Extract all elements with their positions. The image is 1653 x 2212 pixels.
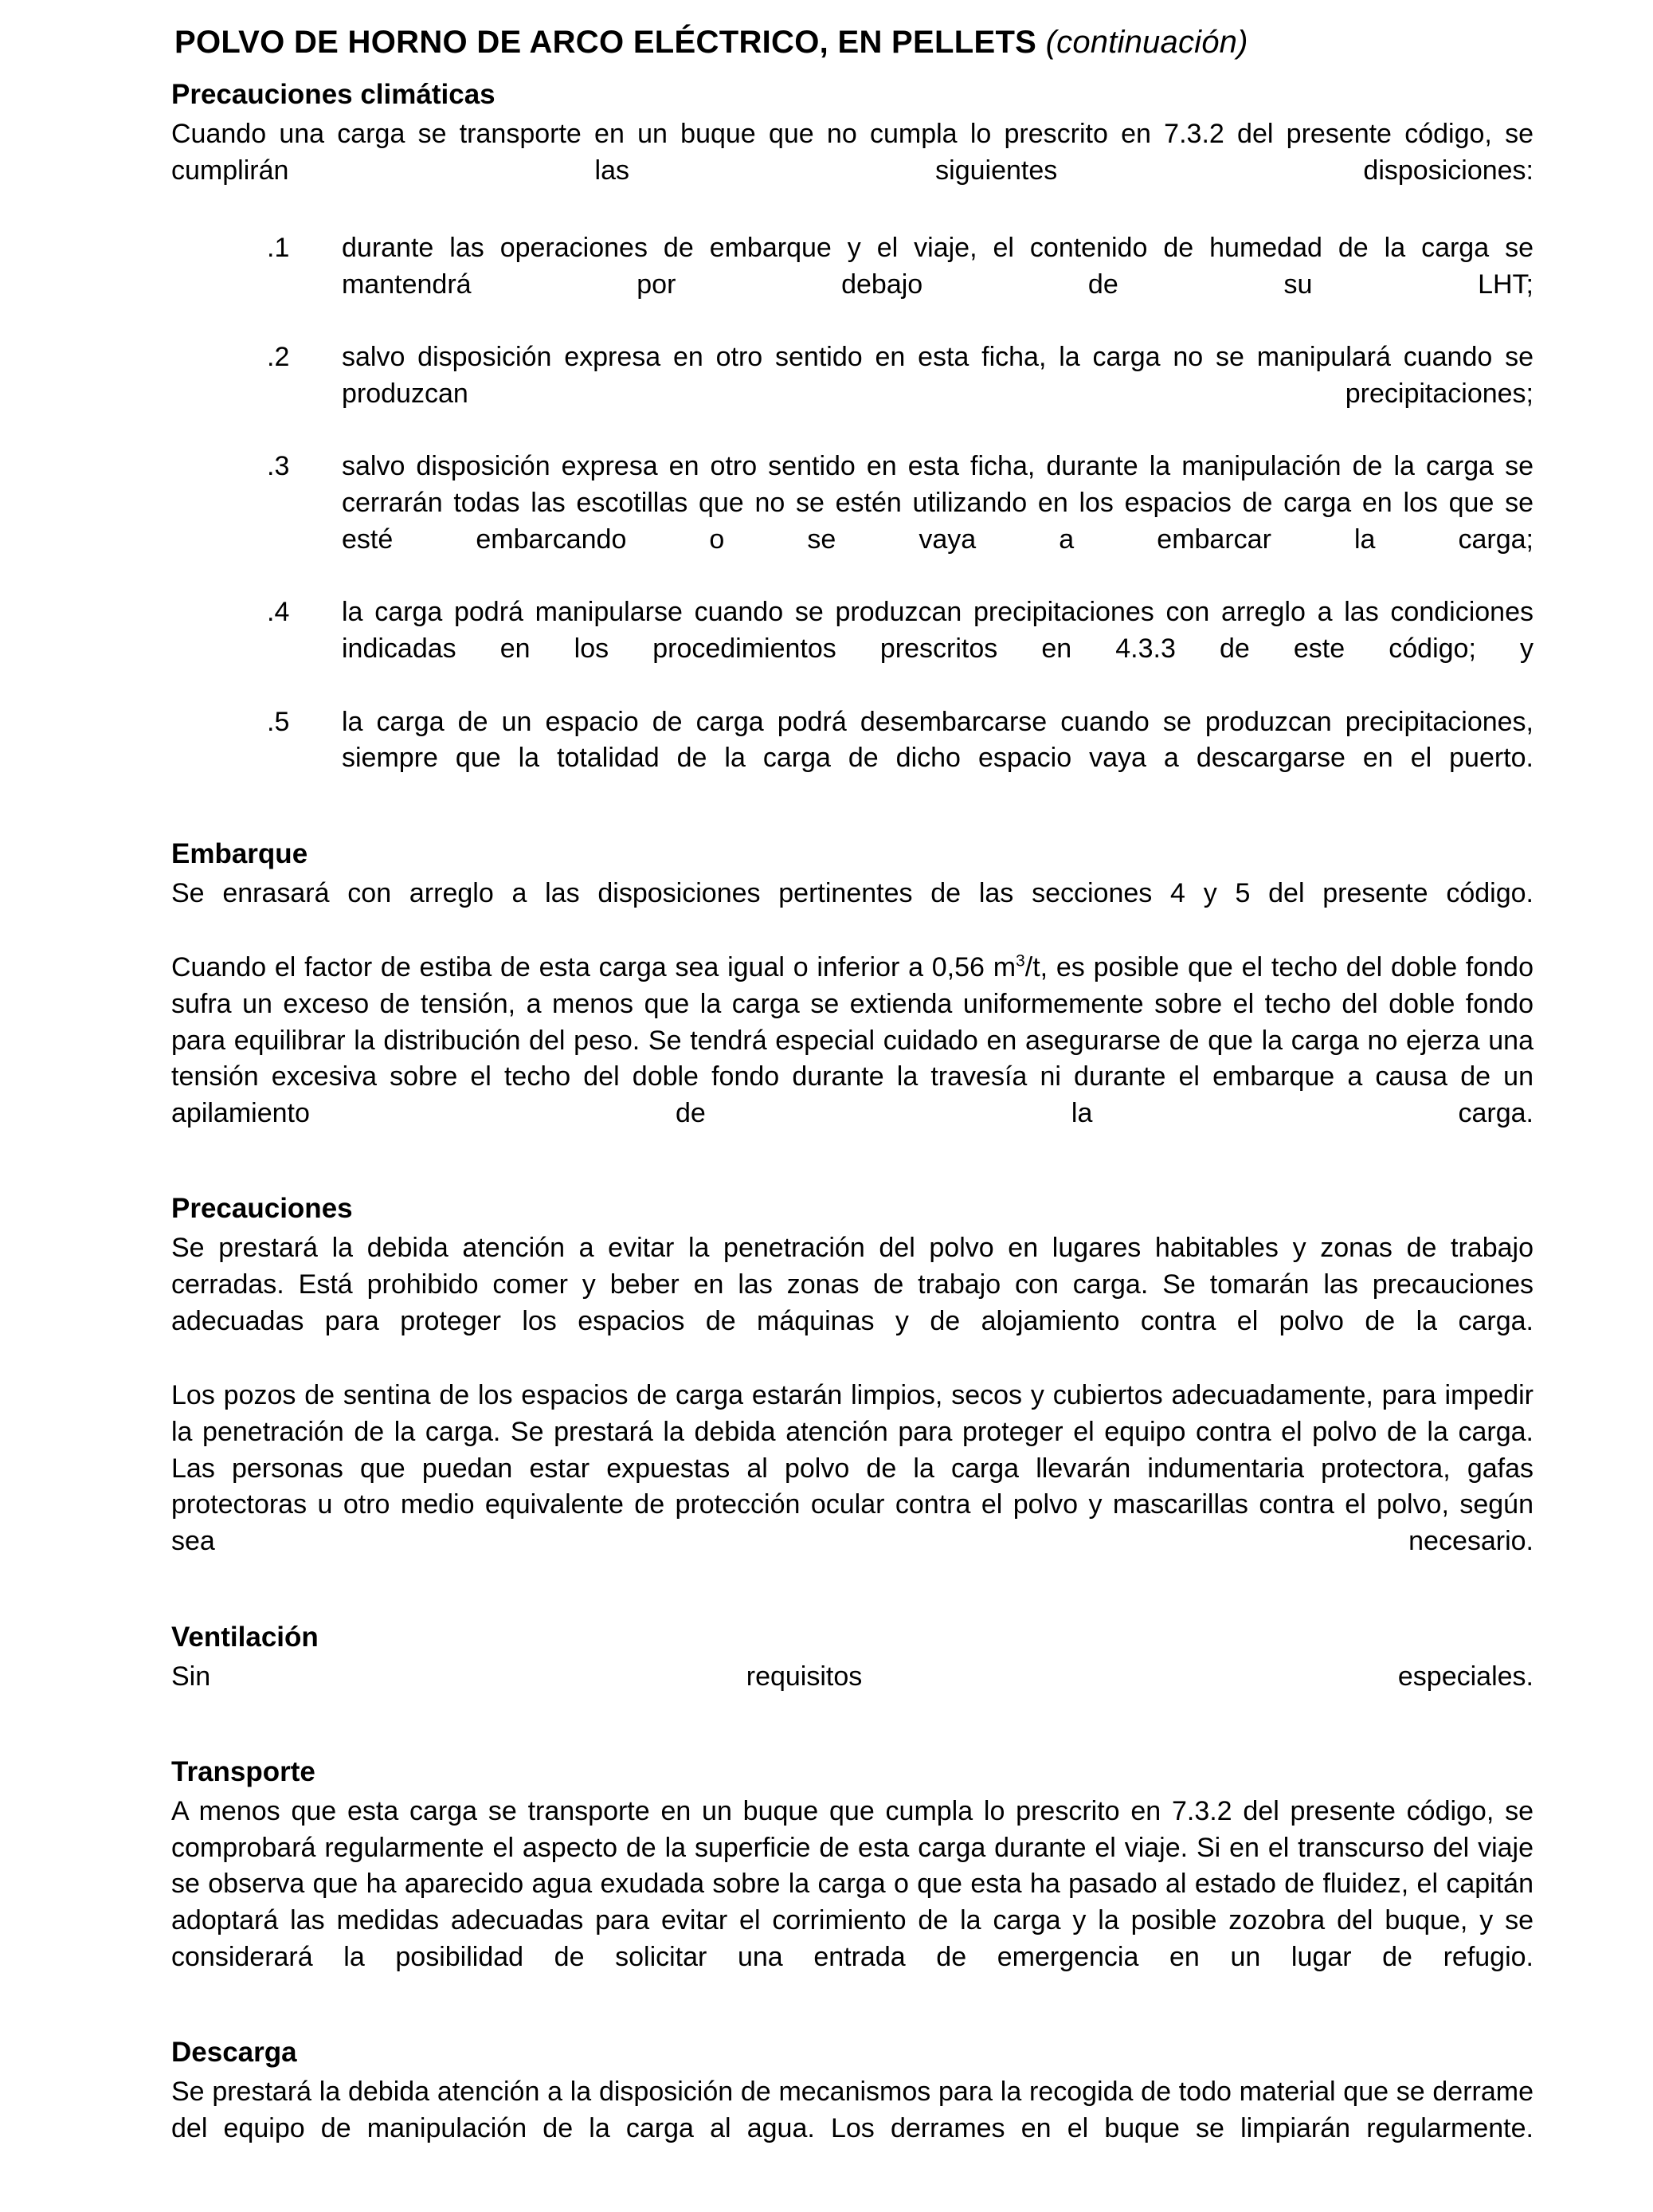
list-item-text: la carga podrá manipularse cuando se produzcan precipitaciones con arreglo a las condiciones indicadas en los procedimientos prescritos en 4.3.3 de este código; y — [342, 597, 1534, 665]
paragraph-ventilacion-1: Sin requisitos especiales. — [171, 1661, 1534, 1692]
paragraph-transporte-1: A menos que esta carga se transporte en un buque que cumpla lo prescrito en 7.3.2 del presente código, se comprobará regularmente el aspecto de la superficie de esta carga durante el viaje. Si en el transcurso del viaje se observa que ha aparecido agua exudada sobre la carga o que esta ha pasado al estado de fluidez, el capitán adoptará las medidas adecuadas para evitar el corrimiento de la carga y la posible zozobra del buque, y se considerará la posibilidad de solicitar una entrada de emergencia en un lugar de refugio. — [171, 1796, 1534, 1972]
paragraph-descarga-1: Se prestará la debida atención a la disposición de mecanismos para la recogida de todo material que se derrame del equipo de manipulación de la carga al agua. Los derrames en el buque se limpiarán regularmente. — [171, 2077, 1534, 2144]
page-title — [171, 24, 1534, 61]
list-item-text: salvo disposición expresa en otro sentido en esta ficha, la carga no se manipulará cuando se produzcan precipitaciones; — [342, 342, 1534, 410]
section-precauciones-climaticas — [171, 78, 1534, 814]
paragraph-precauciones-climaticas-intro: Cuando una carga se transporte en un buque que no cumpla lo prescrito en 7.3.2 del presente código, se cumplirán las siguientes disposiciones: — [171, 119, 1534, 186]
page-title-main: POLVO DE HORNO DE ARCO ELÉCTRICO, EN PELLETS — [174, 25, 1037, 60]
heading-descarga: Descarga — [171, 2037, 297, 2069]
paragraph-precauciones-1: Se prestará la debida atención a evitar la penetración del polvo en lugares habitables y zonas de trabajo cerradas. Está prohibido comer y beber en las zonas de trabajo con carga. Se tomarán las precauciones adecuadas para proteger los espacios de máquinas y de alojamiento contra el polvo de la carga. — [171, 1233, 1534, 1336]
paragraph-embarque-1: Se enrasará con arreglo a las disposiciones pertinentes de las secciones 4 y 5 del presente código. — [171, 877, 1534, 908]
paragraph-precauciones-2: Los pozos de sentina de los espacios de carga estarán limpios, secos y cubiertos adecuadamente, para impedir la penetración de la carga. Se prestará la debida atención para proteger el equipo contra el polvo de la carga. Las personas que puedan estar expuestas al polvo de la carga llevarán indumentaria protectora, gafas protectoras u otro medio equivalente de protección ocular contra el polvo y mascarillas contra el polvo, según sea necesario. — [171, 1380, 1534, 1557]
page-title-continuation: (continuación) — [1045, 25, 1248, 60]
section-precauciones — [171, 1192, 1534, 1596]
embarque-text-after-unit: /t, es posible que el techo del doble fondo sufra un exceso de tensión, a menos que la carga se extienda uniformemente sobre el techo del doble fondo para equilibrar la distribución del peso. Se tendrá especial cuidado en asegurarse de que la carga no ejerza una tensión excesiva sobre el techo del doble fondo durante la travesía ni durante el embarque a causa de un apilamiento de la carga. — [171, 952, 1534, 1128]
section-transporte — [171, 1755, 1534, 2012]
list-item-number: .5 — [267, 706, 290, 737]
list-item-number: .3 — [267, 451, 290, 482]
section-embarque — [171, 837, 1534, 1169]
list-item — [171, 704, 1534, 814]
heading-precauciones-climaticas: Precauciones climáticas — [171, 79, 496, 110]
cubic-superscript: 3 — [1016, 951, 1025, 971]
list-item-text: la carga de un espacio de carga podrá desembarcarse cuando se produzcan precipitaciones, siempre que la totalidad de la carga de dicho espacio vaya a descargarse en el puerto. — [342, 706, 1534, 774]
list-item — [171, 594, 1534, 704]
list-item — [171, 230, 1534, 339]
list-precauciones-climaticas — [171, 230, 1534, 814]
list-item-text: salvo disposición expresa en otro sentido en esta ficha, durante la manipulación de la carga se cerrarán todas las escotillas que no se estén utilizando en los espacios de carga en los que se esté embarcando o se vaya a embarcar la carga; — [342, 451, 1534, 555]
heading-ventilacion: Ventilación — [171, 1621, 319, 1653]
list-item-number: .1 — [267, 233, 290, 264]
heading-transporte: Transporte — [171, 1756, 315, 1788]
list-item-text: durante las operaciones de embarque y el viaje, el contenido de humedad de la carga se mantendrá por debajo de su LHT; — [342, 233, 1534, 300]
list-item — [171, 339, 1534, 449]
section-ventilacion — [171, 1621, 1534, 1732]
heading-precauciones: Precauciones — [171, 1193, 353, 1225]
list-item-number: .4 — [267, 597, 290, 628]
section-descarga — [171, 2036, 1534, 2183]
embarque-text-before-unit: Cuando el factor de estiba de esta carga sea igual o inferior a 0,56 m — [171, 952, 1016, 983]
list-item-number: .2 — [267, 342, 290, 373]
paragraph-embarque-2 — [171, 950, 1534, 1168]
list-item — [171, 449, 1534, 594]
heading-embarque: Embarque — [171, 837, 308, 869]
